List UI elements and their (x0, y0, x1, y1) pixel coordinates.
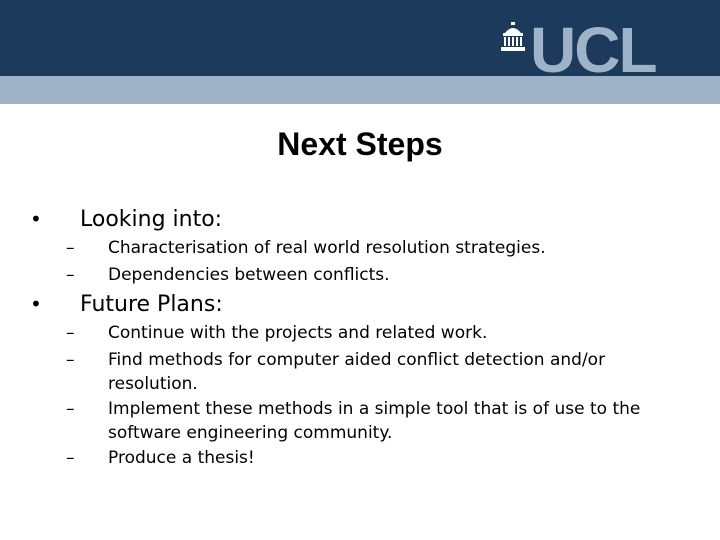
section-heading: Looking into: (80, 207, 223, 232)
dash-marker: – (66, 238, 75, 258)
dash-marker: – (66, 323, 75, 343)
list-item: Produce a thesis! (108, 448, 255, 468)
dash-marker: – (66, 448, 75, 468)
logo-text: UCL (530, 14, 656, 86)
list-item: Find methods for computer aided conflict detection and/or resolution. (108, 350, 606, 394)
slide-title: Next Steps (277, 126, 443, 162)
bullet-marker: • (30, 207, 42, 231)
dash-marker: – (66, 350, 75, 370)
dash-marker: – (66, 399, 75, 419)
list-item: Dependencies between conflicts. (108, 265, 390, 285)
section-heading: Future Plans: (80, 292, 223, 317)
list-item: Implement these methods in a simple tool that is of use to the software engineering community. (108, 399, 641, 443)
list-item: Characterisation of real world resolution strategies. (108, 238, 546, 258)
list-item: Continue with the projects and related work. (108, 323, 488, 343)
dash-marker: – (66, 265, 75, 285)
bullet-marker: • (30, 292, 42, 316)
